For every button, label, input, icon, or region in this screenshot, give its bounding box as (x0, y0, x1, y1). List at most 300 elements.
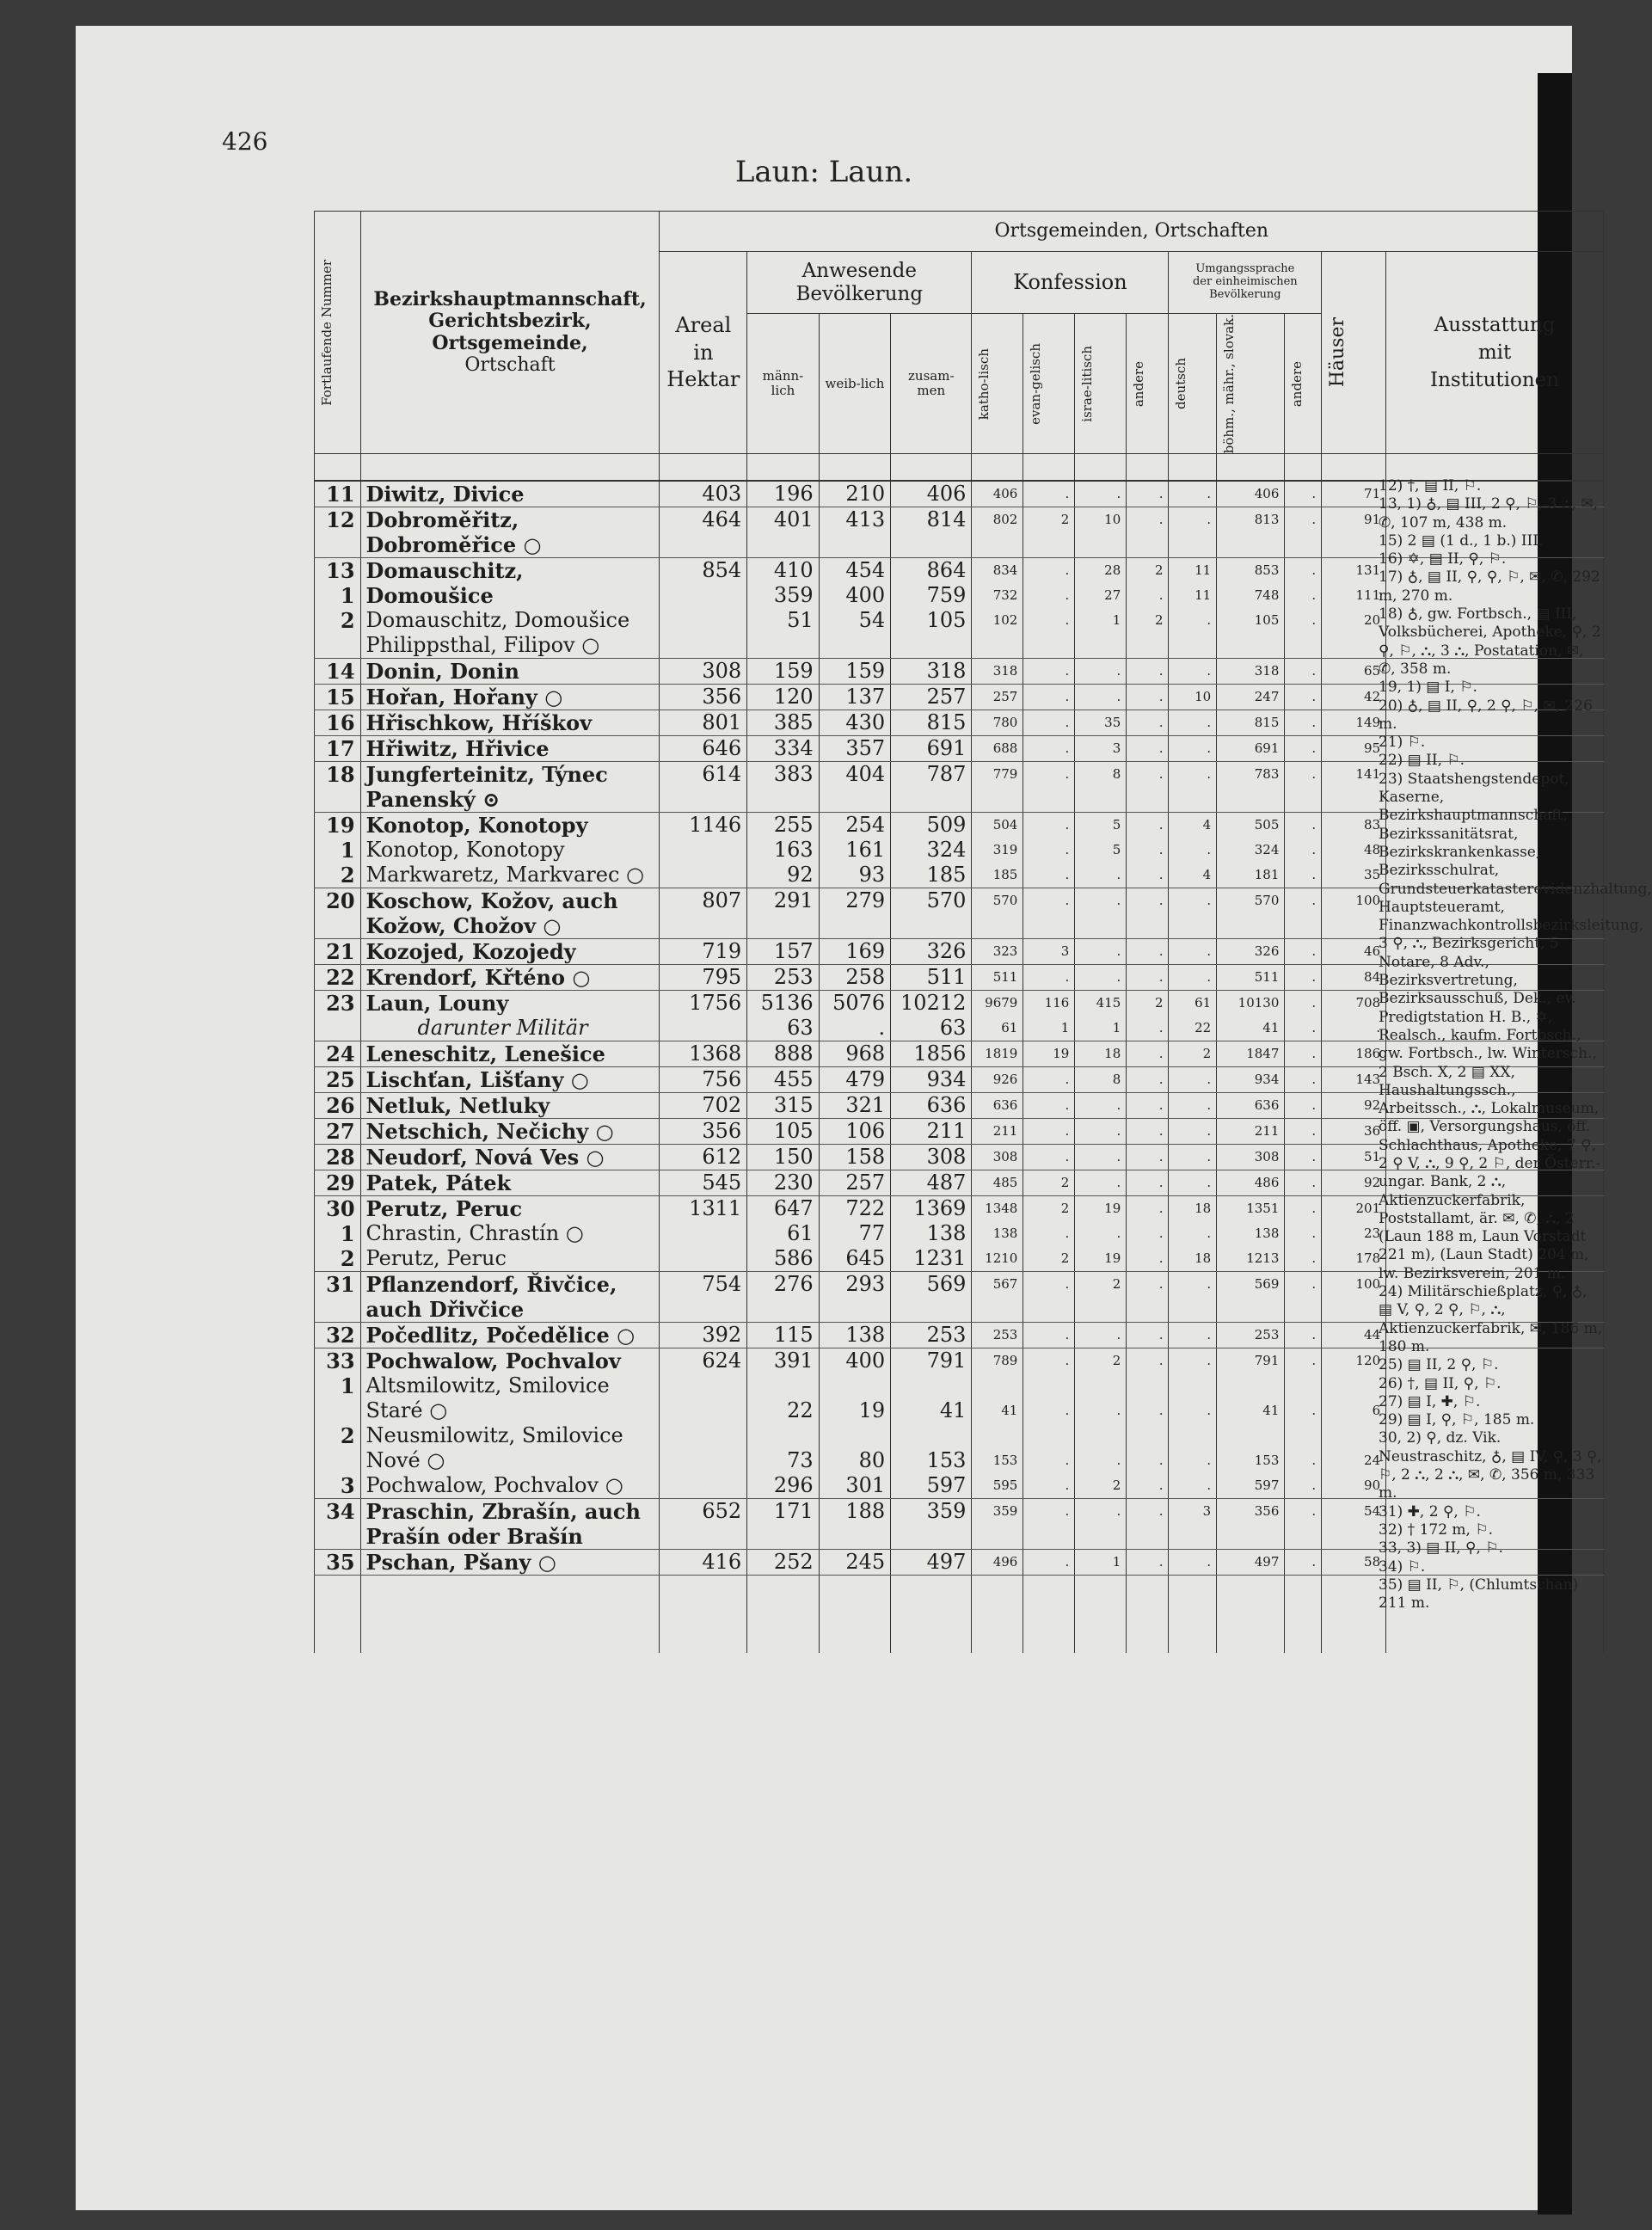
cell-value: 359 (773, 583, 814, 608)
cell-areal (660, 710, 747, 736)
cell-and (1127, 1170, 1169, 1196)
cell-n (315, 736, 361, 762)
cell-n (315, 558, 361, 659)
cell-value: . (1207, 740, 1212, 757)
cell-value: 8 (1112, 1072, 1121, 1088)
cell-and (1127, 762, 1169, 813)
cell-de (1169, 685, 1217, 710)
cell-value: 35 (326, 1550, 355, 1576)
cell-evan (1023, 710, 1075, 736)
cell-value: 159 (845, 659, 886, 684)
cell-value: 2 (1154, 612, 1164, 629)
cell-z (891, 685, 972, 710)
cell-value: 2 (1202, 1046, 1212, 1062)
cell-value: 93 (858, 863, 886, 888)
cell-value: . (1116, 663, 1121, 679)
cell-evan (1023, 888, 1075, 939)
cell-value: 400 (845, 583, 886, 608)
cell-m (747, 965, 820, 991)
cell-la (1285, 1550, 1322, 1576)
cell-value: 403 (702, 482, 742, 507)
cell-la (1285, 710, 1322, 736)
cell-value: 888 (773, 1041, 814, 1066)
column-header-label: evan-gelisch (1028, 342, 1044, 425)
place-name-cell (360, 1119, 660, 1145)
cell-evan (1023, 659, 1075, 685)
cell-value: 178 (1355, 1250, 1381, 1267)
cell-value: 455 (773, 1067, 814, 1092)
place-name: Leneschitz, Lenešice (365, 1041, 605, 1067)
place-name: Praschin, Zbrašín, auch Prašín oder Brašín (365, 1499, 641, 1550)
cell-value: 19 (1053, 1046, 1070, 1062)
cell-value: . (1158, 1403, 1164, 1419)
cell-w (819, 1093, 891, 1119)
cell-value: 17 (326, 736, 355, 762)
cell-value (1327, 1423, 1380, 1448)
cell-value (665, 863, 741, 888)
cell-value: 748 (1254, 587, 1280, 604)
cell-value: 511 (992, 969, 1018, 986)
cell-value: . (1065, 562, 1070, 579)
cell-value: . (1158, 689, 1164, 705)
cell-la (1285, 558, 1322, 659)
cell-value: 485 (992, 1175, 1018, 1191)
place-name-cell (360, 1170, 660, 1196)
place-name: Pschan, Pšany ○ (365, 1550, 556, 1576)
cell-value: 5 (1112, 842, 1121, 858)
cell-value: . (1116, 943, 1121, 960)
cell-h (1322, 1119, 1386, 1145)
cell-value: 61 (1001, 1020, 1018, 1036)
cell-areal (660, 1323, 747, 1348)
cell-value: 257 (845, 1170, 886, 1195)
cell-value: . (1158, 969, 1164, 986)
place-name: Donin, Donin (365, 659, 519, 685)
cell-value: 853 (1254, 562, 1280, 579)
rownum-header: Fortlaufende Nummer (315, 212, 361, 454)
cell-la (1285, 1119, 1322, 1145)
place-name: Krendorf, Křténo ○ (365, 965, 591, 991)
cell-value: 257 (926, 685, 967, 710)
cell-value: . (1311, 995, 1317, 1011)
cell-value (896, 1373, 966, 1398)
cell-value: 545 (702, 1170, 742, 1195)
cell-value: 31 (326, 1272, 355, 1298)
cell-value: 2 (340, 1423, 355, 1449)
cell-value: . (1158, 1226, 1164, 1242)
cell-value (665, 1246, 741, 1271)
cell-value (977, 1423, 1017, 1448)
cell-value: . (1207, 766, 1212, 783)
cell-value: . (1158, 663, 1164, 679)
cell-value: 2 (1154, 562, 1164, 579)
cell-value: 636 (992, 1097, 1018, 1114)
place-name: Kozojed, Kozojedy (365, 939, 576, 965)
cell-value: 150 (773, 1145, 814, 1170)
cell-value: 257 (992, 689, 1018, 705)
cell-value: . (1311, 1072, 1317, 1088)
cell-value: . (1311, 587, 1317, 604)
cell-boe (1217, 939, 1285, 965)
cell-de (1169, 762, 1217, 813)
cell-de (1169, 659, 1217, 685)
cell-evan (1023, 1550, 1075, 1576)
cell-m (747, 762, 820, 813)
cell-areal (660, 1145, 747, 1170)
cell-boe (1217, 965, 1285, 991)
cell-areal (660, 1119, 747, 1145)
cell-value: 780 (992, 715, 1018, 731)
cell-value: 691 (1254, 740, 1280, 757)
cell-value (665, 1398, 741, 1423)
cell-w (819, 558, 891, 659)
cell-value: 15 (326, 685, 355, 710)
cell-value (665, 838, 741, 863)
cell-value: 137 (845, 685, 886, 710)
cell-value: 801 (702, 710, 742, 735)
place-name-cell (360, 813, 660, 888)
cell-value: 63 (787, 1016, 814, 1041)
cell-isr (1075, 965, 1127, 991)
cell-and (1127, 1323, 1169, 1348)
cell-and (1127, 965, 1169, 991)
cell-boe (1217, 659, 1285, 685)
cell-value: . (1065, 1453, 1070, 1469)
areal-header-line: Areal (675, 313, 732, 338)
cell-value: 754 (702, 1272, 742, 1297)
cell-value: 4 (1202, 817, 1212, 833)
cell-value: . (1116, 486, 1121, 502)
cell-w (819, 710, 891, 736)
cell-w (819, 888, 891, 939)
cell-value: 6 (1372, 1403, 1381, 1419)
cell-value: . (1207, 612, 1212, 629)
cell-value: . (1065, 817, 1070, 833)
place-name-cell (360, 710, 660, 736)
cell-value: 968 (845, 1041, 886, 1066)
cell-value: . (1207, 1123, 1212, 1140)
cell-value: . (1207, 1072, 1212, 1088)
cell-value (1174, 1423, 1211, 1448)
cell-value: 1 (340, 1221, 355, 1247)
cell-value: 815 (1254, 715, 1280, 731)
cell-value: . (1065, 1327, 1070, 1343)
cell-w (819, 1348, 891, 1499)
cell-value: 143 (1355, 1072, 1381, 1088)
cell-value: 624 (702, 1348, 742, 1373)
cell-kath (972, 1196, 1023, 1272)
cell-value: 105 (926, 608, 967, 633)
cell-value: . (1311, 562, 1317, 579)
cell-value: . (1065, 842, 1070, 858)
cell-value: . (1116, 1175, 1121, 1191)
cell-de (1169, 1119, 1217, 1145)
column-header-label: deutsch (1173, 358, 1189, 410)
cell-value: . (1065, 1149, 1070, 1165)
cell-n (315, 1323, 361, 1348)
cell-value: . (1207, 893, 1212, 909)
cell-value: 28 (1104, 562, 1121, 579)
cell-value: . (1158, 1276, 1164, 1293)
cell-value (1080, 1423, 1121, 1448)
cell-value: 691 (926, 736, 967, 761)
cell-value: 100 (1355, 893, 1381, 909)
place-name-cell (360, 1067, 660, 1093)
cell-value: 807 (702, 888, 742, 913)
cell-n (315, 991, 361, 1041)
cell-value: 11 (1194, 562, 1212, 579)
cell-value: 5076 (832, 991, 886, 1016)
cell-isr (1075, 888, 1127, 939)
cell-areal (660, 736, 747, 762)
cell-de (1169, 710, 1217, 736)
cell-isr (1075, 1170, 1127, 1196)
cell-w (819, 1170, 891, 1196)
cell-value (665, 608, 741, 633)
cell-value: 163 (773, 838, 814, 863)
cell-value: 326 (926, 939, 967, 964)
cell-value: . (1158, 1250, 1164, 1267)
ausstattung-header-line: Institutionen (1430, 369, 1560, 392)
cell-la (1285, 888, 1322, 939)
place-name-cell (360, 1145, 660, 1170)
cell-value: 230 (773, 1170, 814, 1195)
cell-value: . (1207, 969, 1212, 986)
sub-place-name: Konotop, Konotopy (365, 838, 565, 863)
cell-value: . (1311, 1276, 1317, 1293)
cell-kath (972, 762, 1023, 813)
cell-value: 2 (1112, 1276, 1121, 1293)
cell-value: 702 (702, 1093, 742, 1118)
cell-kath (972, 1093, 1023, 1119)
cell-value: 12 (326, 507, 355, 533)
cell-and (1127, 1093, 1169, 1119)
cell-de (1169, 939, 1217, 965)
cell-h (1322, 710, 1386, 736)
cell-value: 100 (1355, 1276, 1381, 1293)
cell-de (1169, 1041, 1217, 1067)
cell-kath (972, 685, 1023, 710)
cell-kath (972, 1041, 1023, 1067)
cell-value: 779 (992, 766, 1018, 783)
cell-and (1127, 1119, 1169, 1145)
cell-value: 91 (1364, 512, 1381, 528)
cell-value: . (1158, 1201, 1164, 1217)
areal-header-line: Hektar (666, 366, 740, 391)
cell-value: 41 (1262, 1020, 1280, 1036)
cell-value: 27 (326, 1119, 355, 1145)
cell-value: 3 (1202, 1503, 1212, 1520)
cell-la (1285, 481, 1322, 507)
note-entry: 33, 3) ▤ II, ⚲, ⚐. (1379, 1539, 1503, 1557)
cell-value: 5136 (760, 991, 814, 1016)
cell-value (752, 1373, 814, 1398)
cell-m (747, 1348, 820, 1499)
cell-value: 153 (1254, 1453, 1280, 1469)
cell-value: 61 (1194, 995, 1212, 1011)
place-name: Počedlitz, Počedělice ○ (365, 1323, 636, 1348)
cell-evan (1023, 736, 1075, 762)
cell-evan (1023, 1499, 1075, 1550)
cell-evan (1023, 1272, 1075, 1323)
sub-place-name: darunter Militär (417, 1016, 588, 1041)
cell-value: . (1311, 1453, 1317, 1469)
cell-value: 32 (326, 1323, 355, 1348)
cell-w (819, 507, 891, 558)
cell-value: 253 (926, 1323, 967, 1348)
cell-la (1285, 736, 1322, 762)
cell-value: 34 (326, 1499, 355, 1525)
cell-value: 253 (1254, 1327, 1280, 1343)
cell-value: 2 (1060, 1250, 1070, 1267)
column-header-label: andere (1131, 360, 1147, 407)
cell-value: 71 (1364, 486, 1381, 502)
cell-h (1322, 991, 1386, 1041)
cell-value: 814 (926, 507, 967, 532)
cell-areal (660, 1093, 747, 1119)
cell-value: . (1311, 1175, 1317, 1191)
cell-value: 2 (1112, 1353, 1121, 1369)
cell-value: . (1065, 893, 1070, 909)
cell-boe (1217, 685, 1285, 710)
cell-value: 28 (326, 1145, 355, 1170)
cell-and (1127, 558, 1169, 659)
cell-evan (1023, 1323, 1075, 1348)
cell-la (1285, 1323, 1322, 1348)
cell-and (1127, 888, 1169, 939)
cell-value: 51 (1364, 1149, 1381, 1165)
place-name: Hřischkow, Hříškov (365, 710, 593, 736)
name-header-line: Gerichtsbezirk, (428, 310, 592, 333)
cell-value: 105 (1254, 612, 1280, 629)
cell-value: . (1116, 867, 1121, 883)
cell-value (665, 583, 741, 608)
cell-boe (1217, 1196, 1285, 1272)
cell-value: 296 (773, 1473, 814, 1498)
note-entry: 18) ♁, gw. Fortbsch., ▤ III, Volksbücherei, Apotheke, ⚲, 2 ⚲, ⚐, ⛬, 3 ⛬, Postatation, ✉, ✆, 358 m. (1379, 605, 1601, 678)
place-name: Perutz, Peruc (365, 1196, 523, 1222)
cell-value: 19 (326, 813, 355, 839)
cell-kath (972, 888, 1023, 939)
cell-z (891, 1196, 972, 1272)
cell-evan (1023, 1093, 1075, 1119)
cell-m (747, 1119, 820, 1145)
cell-kath (972, 1348, 1023, 1499)
cell-value: . (1065, 1276, 1070, 1293)
note-entry: 20) ♁, ▤ II, ⚲, 2 ⚲, ⚐, ✉, 226 m. (1379, 697, 1593, 733)
cell-n (315, 1119, 361, 1145)
cell-value: 41 (1262, 1403, 1280, 1419)
cell-la (1285, 762, 1322, 813)
cell-areal (660, 685, 747, 710)
cell-value: 245 (845, 1550, 886, 1575)
cell-isr (1075, 1093, 1127, 1119)
cell-value: . (1158, 1503, 1164, 1520)
column-header-label: böhm., mähr., slovak. (1221, 314, 1237, 454)
cell-and (1127, 813, 1169, 888)
cell-value: . (1311, 766, 1317, 783)
cell-la (1285, 659, 1322, 685)
cell-value: . (1158, 715, 1164, 731)
cell-value: . (1311, 867, 1317, 883)
cell-value: 357 (845, 736, 886, 761)
cell-value: . (1207, 1353, 1212, 1369)
cell-boe (1217, 1550, 1285, 1576)
population-header-line: Bevölkerung (795, 282, 924, 305)
cell-value: 10212 (900, 991, 967, 1016)
name-header-line: Ortschaft (464, 353, 556, 376)
cell-value: 95 (1364, 740, 1381, 757)
cell-and (1127, 1196, 1169, 1272)
cell-value: 185 (992, 867, 1018, 883)
cell-value: . (1311, 817, 1317, 833)
cell-value: 1847 (1246, 1046, 1280, 1062)
cell-n (315, 507, 361, 558)
cell-value: 1819 (985, 1046, 1018, 1062)
cell-value: 24 (1364, 1453, 1381, 1469)
cell-value: 1368 (689, 1041, 742, 1066)
place-name: Laun, Louny (365, 991, 509, 1017)
cell-w (819, 1550, 891, 1576)
note-entry: 15) 2 ▤ (1 d., 1 b.) III. (1379, 531, 1544, 550)
cell-value (1029, 1373, 1069, 1398)
cell-value: 356 (702, 685, 742, 710)
cell-value: . (1116, 1453, 1121, 1469)
cell-value: 210 (845, 482, 886, 507)
cell-value: . (1065, 1123, 1070, 1140)
cell-value: . (1158, 1072, 1164, 1088)
cell-value: 92 (1364, 1175, 1381, 1191)
cell-z (891, 1041, 972, 1067)
cell-value: 597 (926, 1473, 967, 1498)
cell-kath (972, 558, 1023, 659)
cell-and (1127, 710, 1169, 736)
cell-value (665, 1016, 741, 1041)
cell-value: 10130 (1237, 995, 1280, 1011)
cell-z (891, 1499, 972, 1550)
cell-kath (972, 1119, 1023, 1145)
cell-de (1169, 1272, 1217, 1323)
cell-n (315, 1145, 361, 1170)
cell-value: 570 (992, 893, 1018, 909)
cell-value: . (1311, 1226, 1317, 1242)
cell-boe (1217, 1348, 1285, 1499)
sub-place-name: Neusmilowitz, Smilovice (365, 1423, 623, 1448)
cell-value (665, 1423, 741, 1448)
cell-w (819, 1196, 891, 1272)
cell-de (1169, 1170, 1217, 1196)
cell-z (891, 710, 972, 736)
cell-la (1285, 1272, 1322, 1323)
cell-value: . (1158, 1123, 1164, 1140)
cell-value: 27 (1104, 587, 1121, 604)
cell-n (315, 1272, 361, 1323)
cell-value: . (1116, 1327, 1121, 1343)
cell-value: 188 (845, 1499, 886, 1524)
cell-h (1322, 1272, 1386, 1323)
cell-value: 13 (326, 558, 355, 584)
place-name: Pochwalow, Pochvalov (365, 1348, 621, 1374)
cell-z (891, 939, 972, 965)
cell-value: 291 (773, 888, 814, 913)
cell-evan (1023, 965, 1075, 991)
column-header-label: katho-lisch (976, 347, 992, 420)
cell-boe (1217, 558, 1285, 659)
place-name-cell (360, 1272, 660, 1323)
cell-value: 1 (1112, 1020, 1121, 1036)
cell-w (819, 991, 891, 1041)
place-name: Diwitz, Divice (365, 482, 525, 507)
